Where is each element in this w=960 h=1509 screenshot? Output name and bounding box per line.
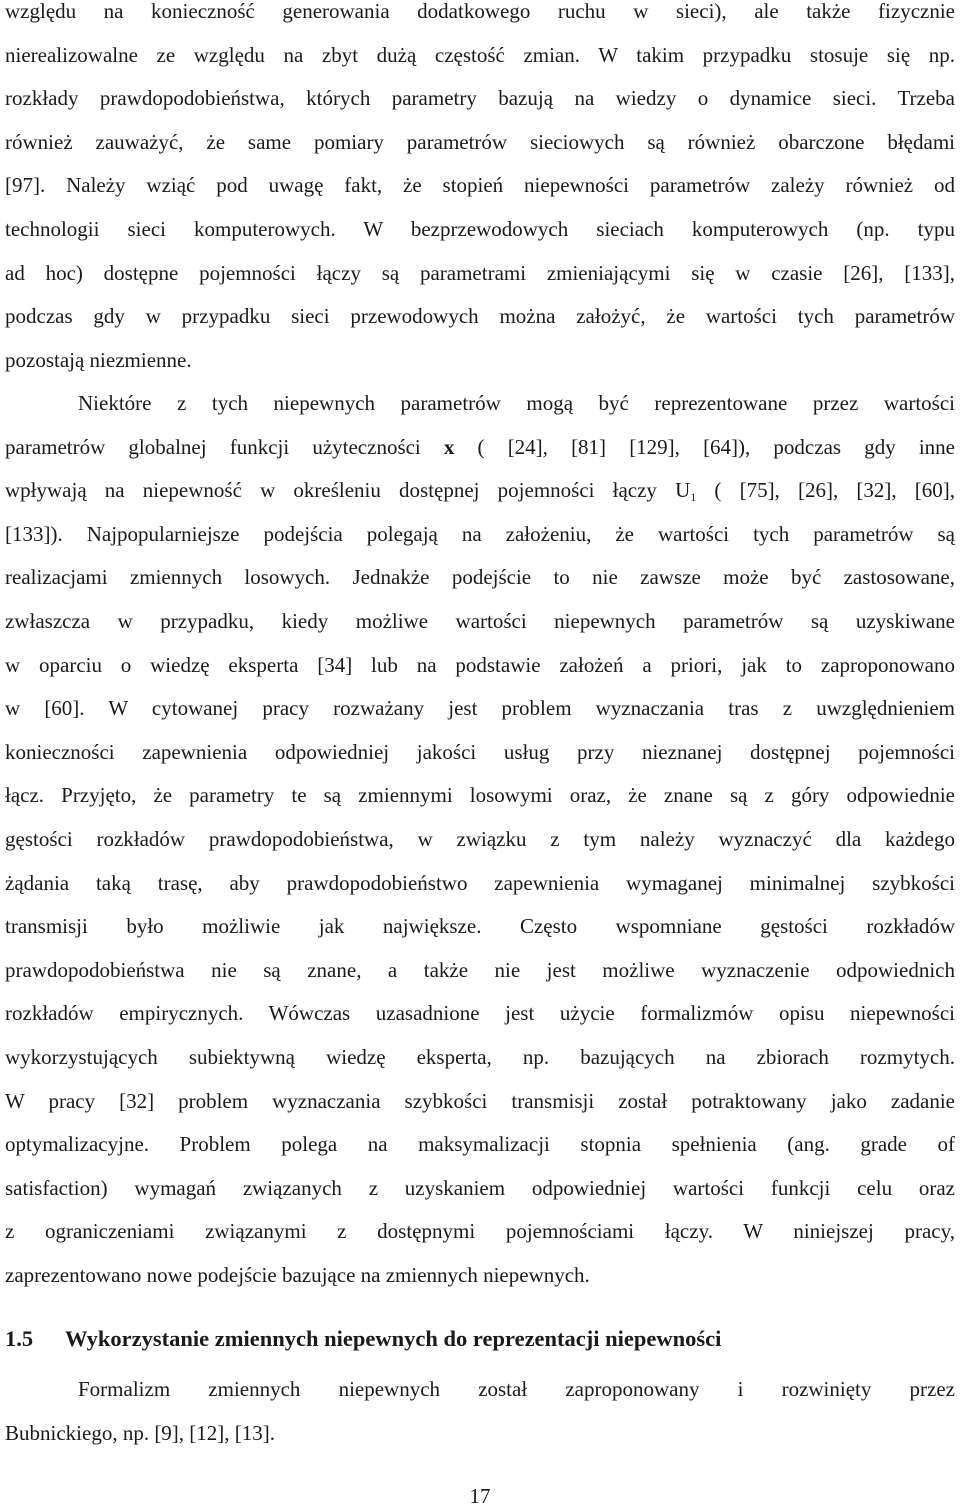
text-fragment: parametrów globalnej funkcji użyteczności [5, 434, 444, 459]
text-line: rozkłady prawdopodobieństwa, których parametry bazują na wiedzy o dynamice sieci. Trzeba [5, 86, 955, 111]
text-line: zwłaszcza w przypadku, kiedy możliwe wartości niepewnych parametrów są uzyskiwane [5, 608, 955, 633]
text-line: ad hoc) dostępne pojemności łączy są parametrami zmieniającymi się w czasie [26], [133], [5, 260, 955, 285]
text-line: rozkładów empirycznych. Wówczas uzasadnione jest użycie formalizmów opisu niepewności [5, 1001, 955, 1026]
text-line: gęstości rozkładów prawdopodobieństwa, w związku z tym należy wyznaczyć dla każdego [5, 826, 955, 851]
text-line: satisfaction) wymagań związanych z uzyskaniem odpowiedniej wartości funkcji celu oraz [5, 1175, 955, 1200]
text-line: z ograniczeniami związanymi z dostępnymi pojemnościami łączy. W niniejszej pracy, [5, 1219, 955, 1244]
text-line: transmisji było możliwie jak największe. Często wspomniane gęstości rozkładów [5, 914, 955, 939]
paragraph-3 [5, 1368, 955, 1455]
paragraph-1 [5, 0, 955, 382]
text-line: Bubnickiego, np. [9], [12], [13]. [5, 1420, 276, 1445]
text-fragment: wpływają na niepewność w określeniu dostępnej pojemności łączy U [5, 478, 691, 503]
text-line: pozostają niezmienne. [5, 347, 192, 372]
text-line-with-symbol [5, 426, 955, 470]
section-heading [5, 1326, 955, 1352]
text-line: Formalizm zmiennych niepewnych został zaproponowany i rozwinięty przez [78, 1377, 955, 1401]
text-fragment: ( [75], [26], [32], [60], [696, 478, 955, 503]
text-line: Niektóre z tych niepewnych parametrów mogą być reprezentowane przez wartości [78, 391, 955, 415]
text-line: żądania taką trasę, aby prawdopodobieństwo zapewnienia wymaganej minimalnej szybkości [5, 870, 955, 895]
text-line: technologii sieci komputerowych. W bezprzewodowych sieciach komputerowych (np. typu [5, 216, 955, 241]
paragraph-2 [5, 382, 955, 1297]
text-line: w [60]. W cytowanej pracy rozważany jest problem wyznaczania tras z uwzględnieniem [5, 696, 955, 721]
text-line: [133]). Najpopularniejsze podejścia polegają na założeniu, że wartości tych parametrów są [5, 521, 955, 546]
text-line-with-subscript [5, 469, 955, 513]
text-line: w oparciu o wiedzę eksperta [34] lub na podstawie założeń a priori, jak to zaproponowano [5, 652, 955, 677]
text-line: realizacjami zmiennych losowych. Jednakże podejście to nie zawsze może być zastosowane, [5, 565, 955, 590]
text-line: również zauważyć, że same pomiary parametrów sieciowych są również obarczone błędami [5, 129, 955, 154]
text-fragment: ( [24], [81] [129], [64]), podczas gdy inne [454, 434, 955, 459]
text-line: podczas gdy w przypadku sieci przewodowych można założyć, że wartości tych parametrów [5, 304, 955, 329]
text-line: W pracy [32] problem wyznaczania szybkości transmisji został potraktowany jako zadanie [5, 1088, 955, 1113]
text-line: nierealizowalne ze względu na zbyt dużą częstość zmian. W takim przypadku stosuje się np. [5, 42, 955, 67]
section-number: 1.5 [5, 1326, 34, 1351]
text-line: łącz. Przyjęto, że parametry te są zmiennymi losowymi oraz, że znane są z góry odpowiednie [5, 783, 955, 808]
text-line: względu na konieczność generowania dodatkowego ruchu w sieci), ale także fizycznie [5, 0, 955, 23]
text-line: wykorzystujących subiektywną wiedzę eksperta, np. bazujących na zbiorach rozmytych. [5, 1044, 955, 1069]
math-symbol-x: x [443, 434, 455, 459]
text-line: [97]. Należy wziąć pod uwagę fakt, że stopień niepewności parametrów zależy również od [5, 173, 955, 198]
section-title: Wykorzystanie zmiennych niepewnych do reprezentacji niepewności [65, 1326, 722, 1351]
text-line: konieczności zapewnienia odpowiedniej jakości usług przy nieznanej dostępnej pojemności [5, 739, 955, 764]
text-line: prawdopodobieństwa nie są znane, a także nie jest możliwe wyznaczenie odpowiednich [5, 957, 955, 982]
page-number: 17 [469, 1484, 491, 1508]
subscript: 1 [690, 490, 697, 505]
text-line: optymalizacyjne. Problem polega na maksymalizacji stopnia spełnienia (ang. grade of [5, 1132, 955, 1157]
text-line: zaprezentowano nowe podejście bazujące na zmiennych niepewnych. [5, 1262, 590, 1287]
